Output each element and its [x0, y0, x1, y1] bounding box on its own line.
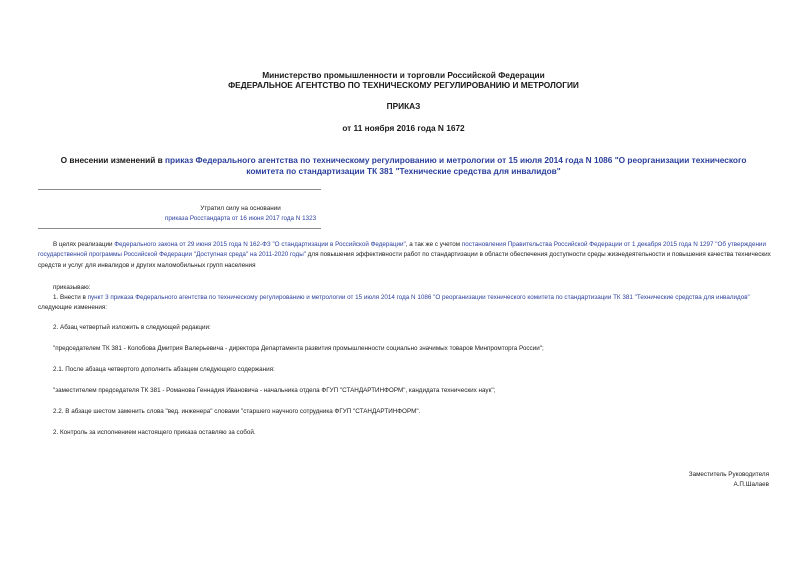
- quote-1: "председателем ТК 381 - Колобова Дмитрия Валерьевича - директора Департамента развития промышленности социально значимых товаров Минпромторга России";: [53, 345, 544, 352]
- preamble: [38, 240, 778, 271]
- order-word: приказываю:: [53, 284, 91, 291]
- item-2-2: 2.2. В абзаце шестом заменить слова "вед. инженера" словами "старшего научного сотрудника ФГУП "СТАНДАРТИНФОРМ".: [53, 408, 421, 415]
- item-2-1: 2.1. После абзаца четвертого дополнить абзацем следующего содержания:: [53, 366, 275, 373]
- preamble-text-1: В целях реализации: [53, 241, 115, 248]
- ministry-name: Министерство промышленности и торговли Российской Федерации: [262, 70, 545, 80]
- item-1: [38, 293, 778, 314]
- agency-name: ФЕДЕРАЛЬНОЕ АГЕНТСТВО ПО ТЕХНИЧЕСКОМУ РЕГУЛИРОВАНИЮ И МЕТРОЛОГИИ: [228, 80, 579, 90]
- divider-top: [38, 189, 321, 190]
- item-1-text-1: 1. Внести в: [53, 294, 88, 301]
- preamble-link-law[interactable]: Федерального закона от 29 июня 2015 года N 162-ФЗ "О стандартизации в Российской Федерации": [114, 241, 406, 248]
- signature-position: Заместитель Руководителя: [688, 471, 769, 478]
- doc-date-number: от 11 ноября 2016 года N 1672: [342, 123, 465, 133]
- doc-title: [60, 155, 747, 177]
- item-control: 2. Контроль за исполнением настоящего приказа оставляю за собой.: [53, 429, 256, 436]
- item-1-link[interactable]: пункт 3 приказа Федерального агентства по техническому регулированию и метрологии от 15 июля 2014 года N 1086 "О реорганизации технического комитета по стандартизации ТК 381 "Технические средства для инвалидов": [87, 294, 750, 301]
- status-note: [38, 204, 443, 224]
- status-note-text: Утратил силу на основании: [200, 205, 281, 212]
- preamble-link-resolution[interactable]: постановления Правительства Российской Федерации от 1 декабря 2015 года N 1297 "Об утверждении государственной программы Российской Федерации "Доступная среда" на 2011-2020 годы": [38, 241, 766, 259]
- item-1-text-2: следующие изменения:: [38, 304, 108, 312]
- preamble-text-2: , а так же с учетом: [405, 241, 462, 248]
- item-2: 2. Абзац четвертый изложить в следующей редакции:: [53, 324, 211, 331]
- title-link[interactable]: приказ Федерального агентства по техническому регулированию и метрологии от 15 июля 2014 года N 1086 "О реорганизации технического комитета по стандартизации ТК 381 "Технические средства для инвалидов": [165, 155, 747, 176]
- preamble-text-3: для повышения эффективности работ по стандартизации в области обеспечения доступности среды жизнедеятельности и повышения качества технических средств и услуг для инвалидов и других маломобильных групп населения: [38, 251, 771, 269]
- divider-bottom: [38, 228, 321, 229]
- title-prefix: О внесении изменений в: [60, 155, 166, 165]
- quote-2: "заместителем председателя ТК 381 - Романова Геннадия Ивановича - начальника отдела ФГУП "СТАНДАРТИНФОРМ", кандидата технических наук";: [53, 387, 496, 394]
- status-note-link[interactable]: приказа Росстандарта от 16 июня 2017 года N 1323: [164, 215, 317, 222]
- doc-type: ПРИКАЗ: [386, 101, 421, 111]
- signature-block: [689, 470, 769, 490]
- signature-name: А.П.Шалаев: [733, 481, 769, 488]
